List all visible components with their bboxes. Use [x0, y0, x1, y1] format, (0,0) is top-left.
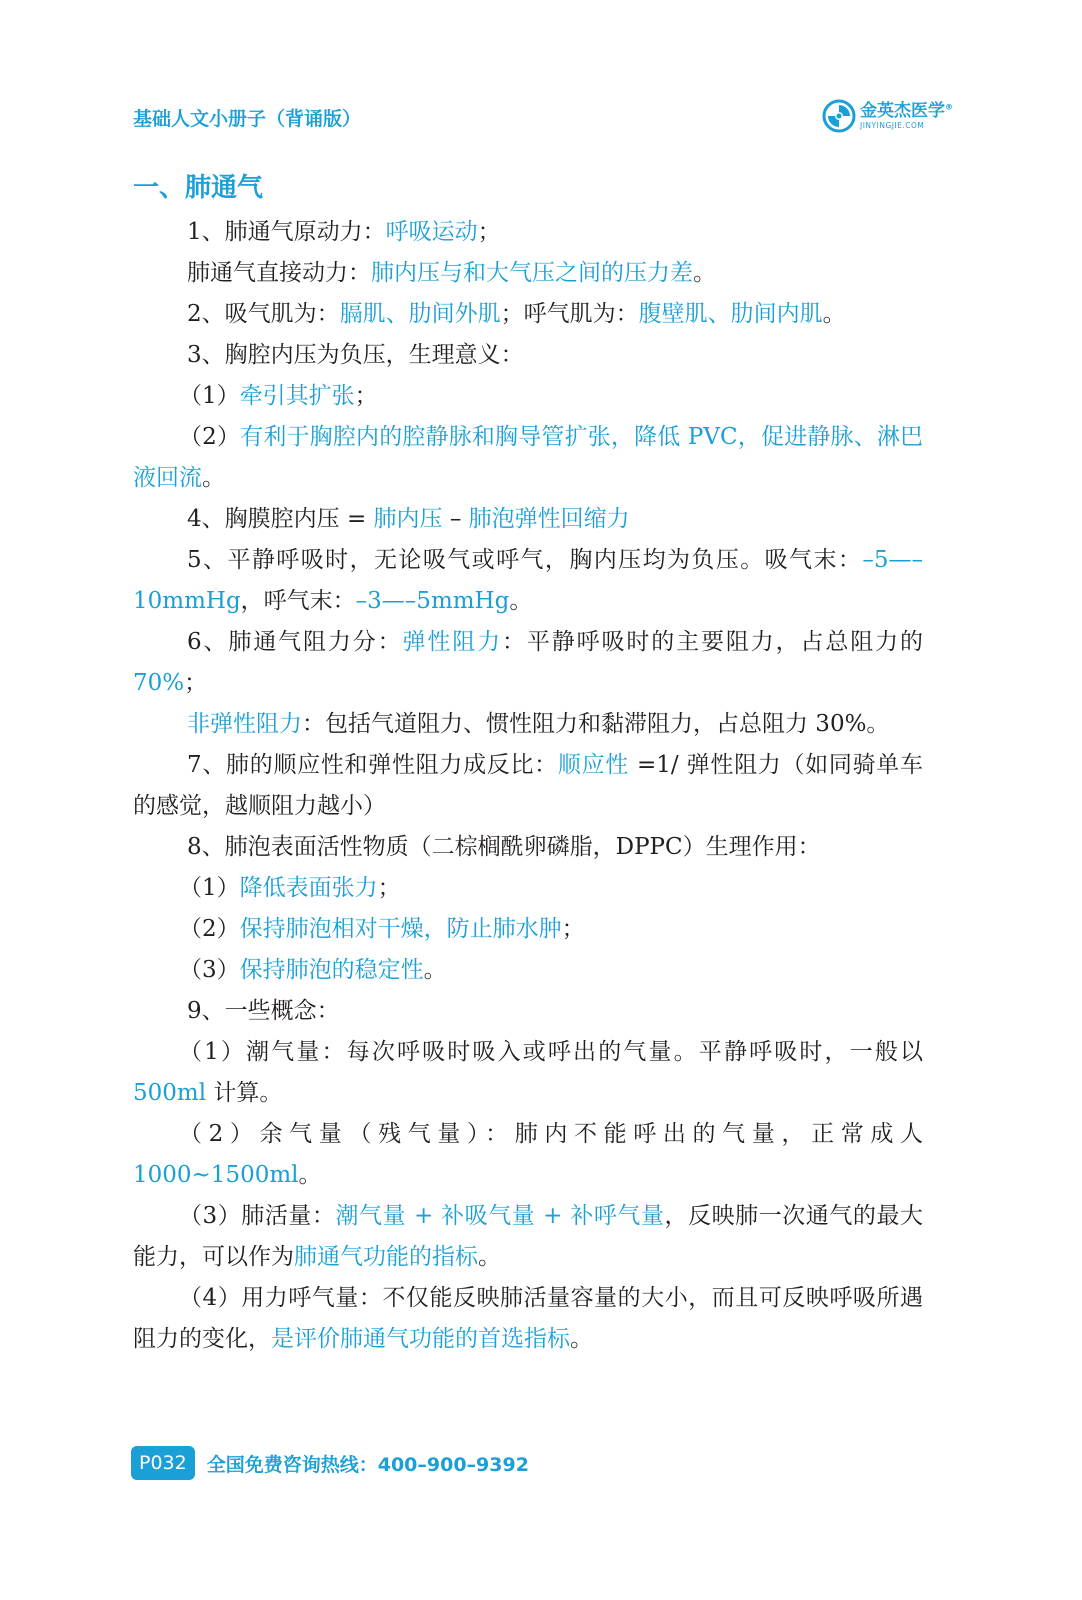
body-text: （3）	[179, 957, 240, 983]
body-text: 。	[509, 588, 533, 614]
body-text: ；	[184, 670, 208, 696]
paragraph	[133, 1032, 923, 1114]
logo-registered-mark: ®	[945, 102, 953, 112]
body-text: ；	[354, 383, 378, 409]
body-text: 。	[478, 1244, 501, 1270]
page-footer	[131, 1444, 529, 1482]
paragraph	[133, 1114, 923, 1196]
body-text: 9、一些概念：	[187, 998, 340, 1024]
highlighted-text: 1000~1500ml	[133, 1162, 299, 1188]
highlighted-text: 弹性阻力	[402, 629, 503, 655]
paragraph	[133, 335, 923, 376]
body-text: 3、胸腔内压为负压，生理意义：	[187, 342, 524, 368]
highlighted-text: 肺内压与和大气压之间的压力差	[371, 260, 693, 286]
body-text: （1）	[179, 383, 240, 409]
book-title: 基础人文小册子（背诵版）	[133, 108, 362, 130]
paragraph	[133, 622, 923, 704]
highlighted-text: 肺内压	[373, 506, 443, 532]
paragraph	[133, 909, 923, 950]
body-text: 肺通气直接动力：	[187, 260, 371, 286]
highlighted-text: –3—–5mmHg	[355, 588, 510, 614]
body-text: 。	[693, 260, 716, 286]
body-text: ，反映肺一次通气的最大能力，可以作为	[133, 1203, 924, 1270]
body-text: 。	[822, 301, 846, 327]
highlighted-text: –5—–10mmHg	[133, 547, 923, 614]
body-text: （1）潮气量：每次呼吸时吸入或呼出的气量。平静呼吸时，一般以	[179, 1039, 923, 1065]
hotline-text: 全国免费咨询热线：400–900–9392	[206, 1453, 529, 1476]
body-text: 7、肺的顺应性和弹性阻力成反比：	[187, 752, 558, 778]
highlighted-text: 有利于胸腔内的腔静脉和胸导管扩张，降低 PVC，促进静脉、淋巴液回流	[133, 424, 923, 491]
body-text: （4）用力呼气量：不仅能反映肺活量容量的大小，而且可反映呼吸所遇阻力的变化，	[133, 1285, 923, 1352]
body-text: ；	[561, 916, 585, 942]
paragraph	[133, 212, 923, 253]
section-title: 一、肺通气	[133, 173, 264, 203]
body-text: 。	[423, 957, 447, 983]
page-header	[133, 96, 953, 146]
highlighted-text: 是评价肺通气功能的首选指标	[271, 1326, 570, 1352]
body-text: 5、平静呼吸时，无论吸气或呼气，胸内压均为负压。吸气末：	[187, 547, 863, 573]
highlighted-text: 呼吸运动	[385, 219, 478, 245]
body-text: =1/ 弹性阻力（如同骑单车的感觉，越顺阻力越小）	[133, 752, 923, 819]
body-text: ：平静呼吸时的主要阻力，占总阻力的	[502, 629, 924, 655]
body-text: 2、吸气肌为：	[187, 301, 340, 327]
highlighted-text: 膈肌、肋间外肌	[339, 301, 501, 327]
body-text: （3）肺活量：	[179, 1203, 336, 1229]
highlighted-text: 肺通气功能的指标	[294, 1244, 478, 1270]
paragraph	[133, 745, 923, 827]
paragraph	[133, 868, 923, 909]
highlighted-text: 腹壁肌、肋间内肌	[638, 301, 823, 327]
highlighted-text: 500ml	[133, 1080, 207, 1106]
paragraph	[133, 950, 923, 991]
body-text: ；呼气肌为：	[500, 301, 639, 327]
page-number-badge: P032	[131, 1446, 195, 1480]
body-text: 4、胸膜腔内压 =	[187, 506, 374, 532]
body-text: 8、肺泡表面活性物质（二棕榈酰卵磷脂，DPPC）生理作用：	[187, 834, 821, 860]
body-text: 。	[298, 1162, 322, 1188]
paragraph	[133, 1278, 923, 1360]
body-text: 1、肺通气原动力：	[187, 219, 386, 245]
highlighted-text: 非弹性阻力	[187, 711, 302, 737]
body-text: 计算。	[206, 1080, 283, 1106]
body-text: 。	[202, 465, 225, 491]
logo-swirl-icon	[822, 99, 856, 133]
paragraph	[133, 417, 923, 499]
body-text: ；	[377, 875, 401, 901]
body-text: ，呼气末：	[240, 588, 356, 614]
body-text: （2）余气量（残气量）：肺内不能呼出的气量，正常成人	[179, 1121, 923, 1147]
body-text: –	[442, 506, 469, 532]
paragraph	[133, 294, 923, 335]
paragraph	[133, 704, 923, 745]
logo-name: 金英杰医学	[860, 100, 945, 121]
highlighted-text: 降低表面张力	[239, 875, 378, 901]
paragraph	[133, 827, 923, 868]
highlighted-text: 顺应性	[557, 752, 629, 778]
body-text: （2）	[179, 424, 241, 450]
paragraph	[133, 991, 923, 1032]
paragraph	[133, 376, 923, 417]
highlighted-text: 潮气量 + 补吸气量 + 补呼气量	[335, 1203, 665, 1229]
body-text: ：包括气道阻力、惯性阻力和黏滞阻力，占总阻力 30%。	[302, 711, 890, 737]
body-text: ；	[477, 219, 501, 245]
highlighted-text: 保持肺泡相对干燥，防止肺水肿	[239, 916, 562, 942]
body-text: （2）	[179, 916, 240, 942]
paragraph	[133, 540, 923, 622]
highlighted-text: 70%	[133, 670, 185, 696]
content-body	[133, 212, 923, 1360]
paragraph	[133, 499, 923, 540]
body-text: （1）	[179, 875, 240, 901]
highlighted-text: 肺泡弹性回缩力	[468, 506, 630, 532]
highlighted-text: 牵引其扩张	[239, 383, 355, 409]
body-text: 6、肺通气阻力分：	[187, 629, 403, 655]
body-text: 。	[570, 1326, 593, 1352]
paragraph	[133, 1196, 923, 1278]
highlighted-text: 保持肺泡的稳定性	[239, 957, 424, 983]
logo-website: JINYINGJIE.COM	[860, 120, 925, 130]
paragraph	[133, 253, 923, 294]
logo	[822, 96, 953, 136]
